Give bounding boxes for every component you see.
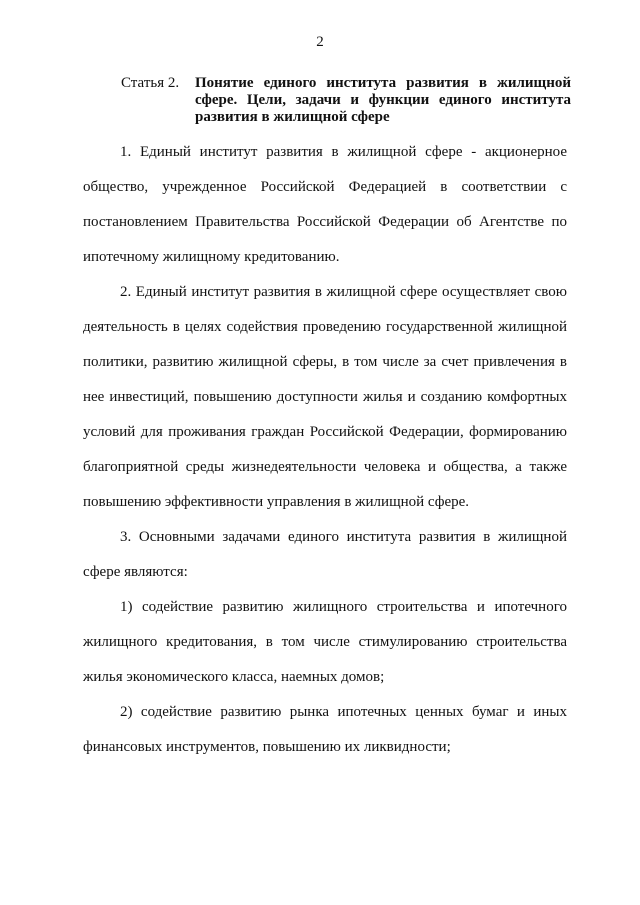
list-item-2: 2) содействие развитию рынка ипотечных ценных бумаг и иных финансовых инструментов, повышению их ликвидности; bbox=[83, 704, 567, 755]
paragraph-2: 2. Единый институт развития в жилищной сфере осуществляет свою деятельность в целях содействия проведению государственной жилищной политики, развитию жилищной сферы, в том числе за счет привлечения в нее инвестиций, повышению доступности жилья и созданию комфортных условий для проживания граждан Российской Федерации, формированию благоприятной среды жизнедеятельности человека и общества, а также повышению эффективности управления в жилищной сфере. bbox=[83, 284, 567, 510]
article-title: Понятие единого института развития в жилищной сфере. Цели, задачи и функции единого института развития в жилищной сфере bbox=[195, 75, 571, 125]
article-label: Статья 2. bbox=[121, 75, 180, 91]
list-item-1: 1) содействие развитию жилищного строительства и ипотечного жилищного кредитования, в том числе стимулированию строительства жилья экономического класса, наемных домов; bbox=[83, 599, 567, 685]
paragraph-3: 3. Основными задачами единого института развития в жилищной сфере являются: bbox=[83, 529, 567, 580]
page-number: 2 bbox=[316, 34, 324, 50]
paragraph-1: 1. Единый институт развития в жилищной сфере - акционерное общество, учрежденное Российской Федерацией в соответствии с постановлением Правительства Российской Федерации об Агентстве по ипотечному жилищному кредитованию. bbox=[83, 144, 567, 265]
article-body bbox=[83, 135, 567, 765]
article-heading bbox=[121, 75, 571, 126]
